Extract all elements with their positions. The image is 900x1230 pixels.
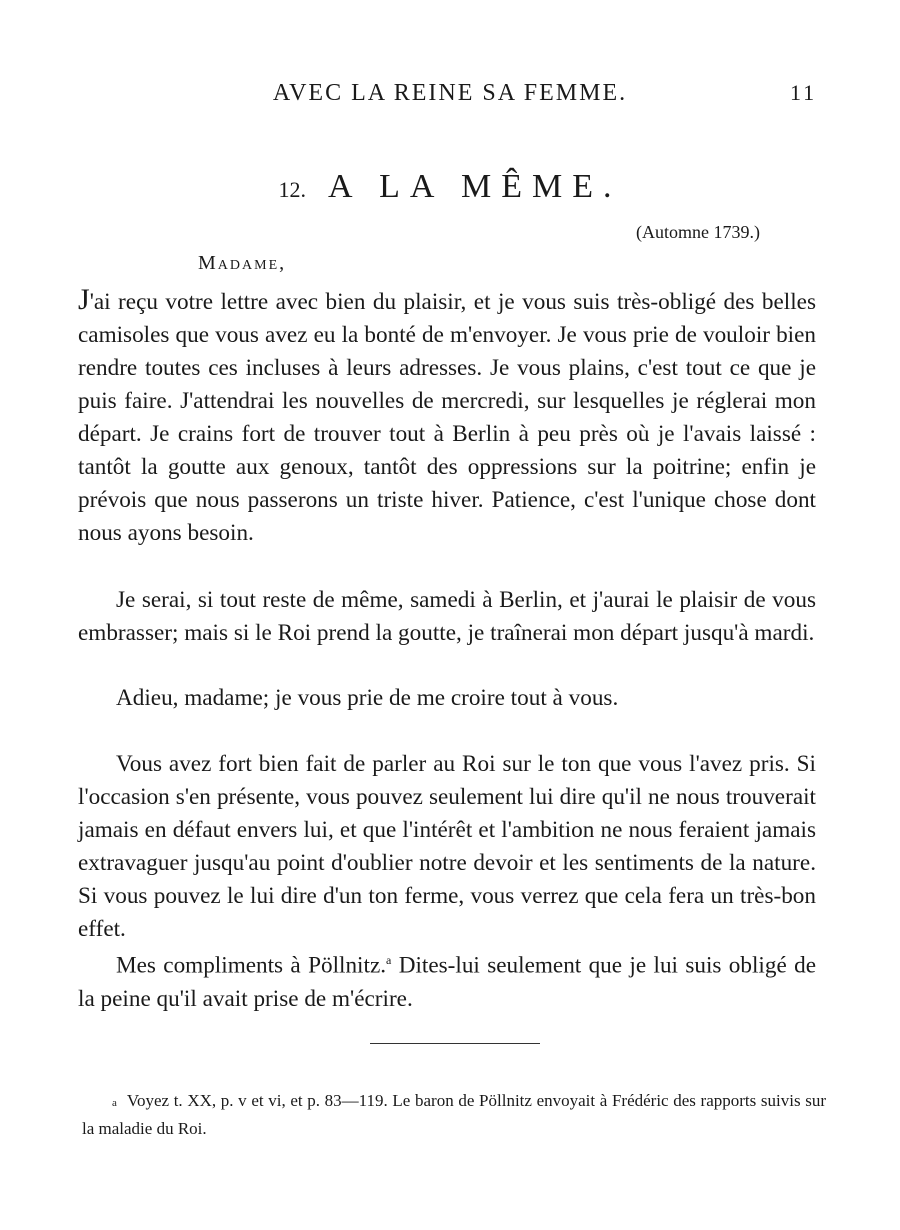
letter-heading	[0, 168, 900, 206]
paragraph-1	[78, 283, 816, 550]
drop-cap: J	[78, 283, 90, 316]
paragraph-4-text: Vous avez fort bien fait de parler au Roi sur le ton que vous l'avez pris. Si l'occasion s'en présente, vous pouvez seulement lui dire qu'il ne nous trouverait jamais en défaut envers lui, et que l'intérêt et l'ambition ne nous feraient jamais extravaguer jusqu'au point d'oublier notre devoir et les sentiments de la nature. Si vous pouvez le lui dire d'un ton ferme, vous verrez que cela fera un très-bon effet.	[78, 751, 816, 942]
page-number: 11	[790, 80, 818, 105]
paragraph-4	[78, 748, 816, 946]
paragraph-2	[78, 584, 816, 650]
salutation: Madame,	[198, 252, 287, 274]
letter-number: 12.	[278, 177, 306, 202]
paragraph-2-text: Je serai, si tout reste de même, samedi à Berlin, et j'aurai le plaisir de vous embrasser; mais si le Roi prend la goutte, je traînerai mon départ jusqu'à mardi.	[78, 587, 816, 646]
paragraph-5-text-after: Dites-lui seulement que je lui suis obligé de la peine qu'il avait prise de m'écrire.	[78, 952, 816, 1012]
letter-date: (Automne 1739.)	[636, 222, 760, 242]
letter-title: A LA MÊME.	[327, 168, 622, 205]
paragraph-5-text-before: Mes compliments à Pöllnitz.	[116, 952, 387, 979]
paragraph-3	[78, 682, 816, 715]
footnote-reference[interactable]: a	[386, 953, 392, 967]
footnote	[82, 1088, 826, 1142]
paragraph-3-text: Adieu, madame; je vous prie de me croire tout à vous.	[116, 685, 619, 711]
footnote-divider	[370, 1043, 540, 1044]
paragraph-5	[78, 944, 816, 1016]
running-title: AVEC LA REINE SA FEMME.	[272, 80, 628, 106]
footnote-text: Voyez t. XX, p. v et vi, et p. 83—119. Le baron de Pöllnitz envoyait à Frédéric des rapports suivis sur la maladie du Roi.	[82, 1091, 826, 1138]
footnote-marker: a	[112, 1097, 117, 1109]
paragraph-1-text: 'ai reçu votre lettre avec bien du plaisir, et je vous suis très-obligé des belles camisoles que vous avez eu la bonté de m'envoyer. Je vous prie de vouloir bien rendre toutes ces incluses à leurs adresses. Je vous plains, c'est tout ce que je puis faire. J'attendrai les nouvelles de mercredi, sur lesquelles je réglerai mon départ. Je crains fort de trouver tout à Berlin à peu près où je l'avais laissé : tantôt la goutte aux genoux, tantôt des oppressions sur la poitrine; enfin je prévois que nous passerons un triste hiver. Patience, c'est l'unique chose dont nous ayons besoin.	[78, 289, 816, 546]
